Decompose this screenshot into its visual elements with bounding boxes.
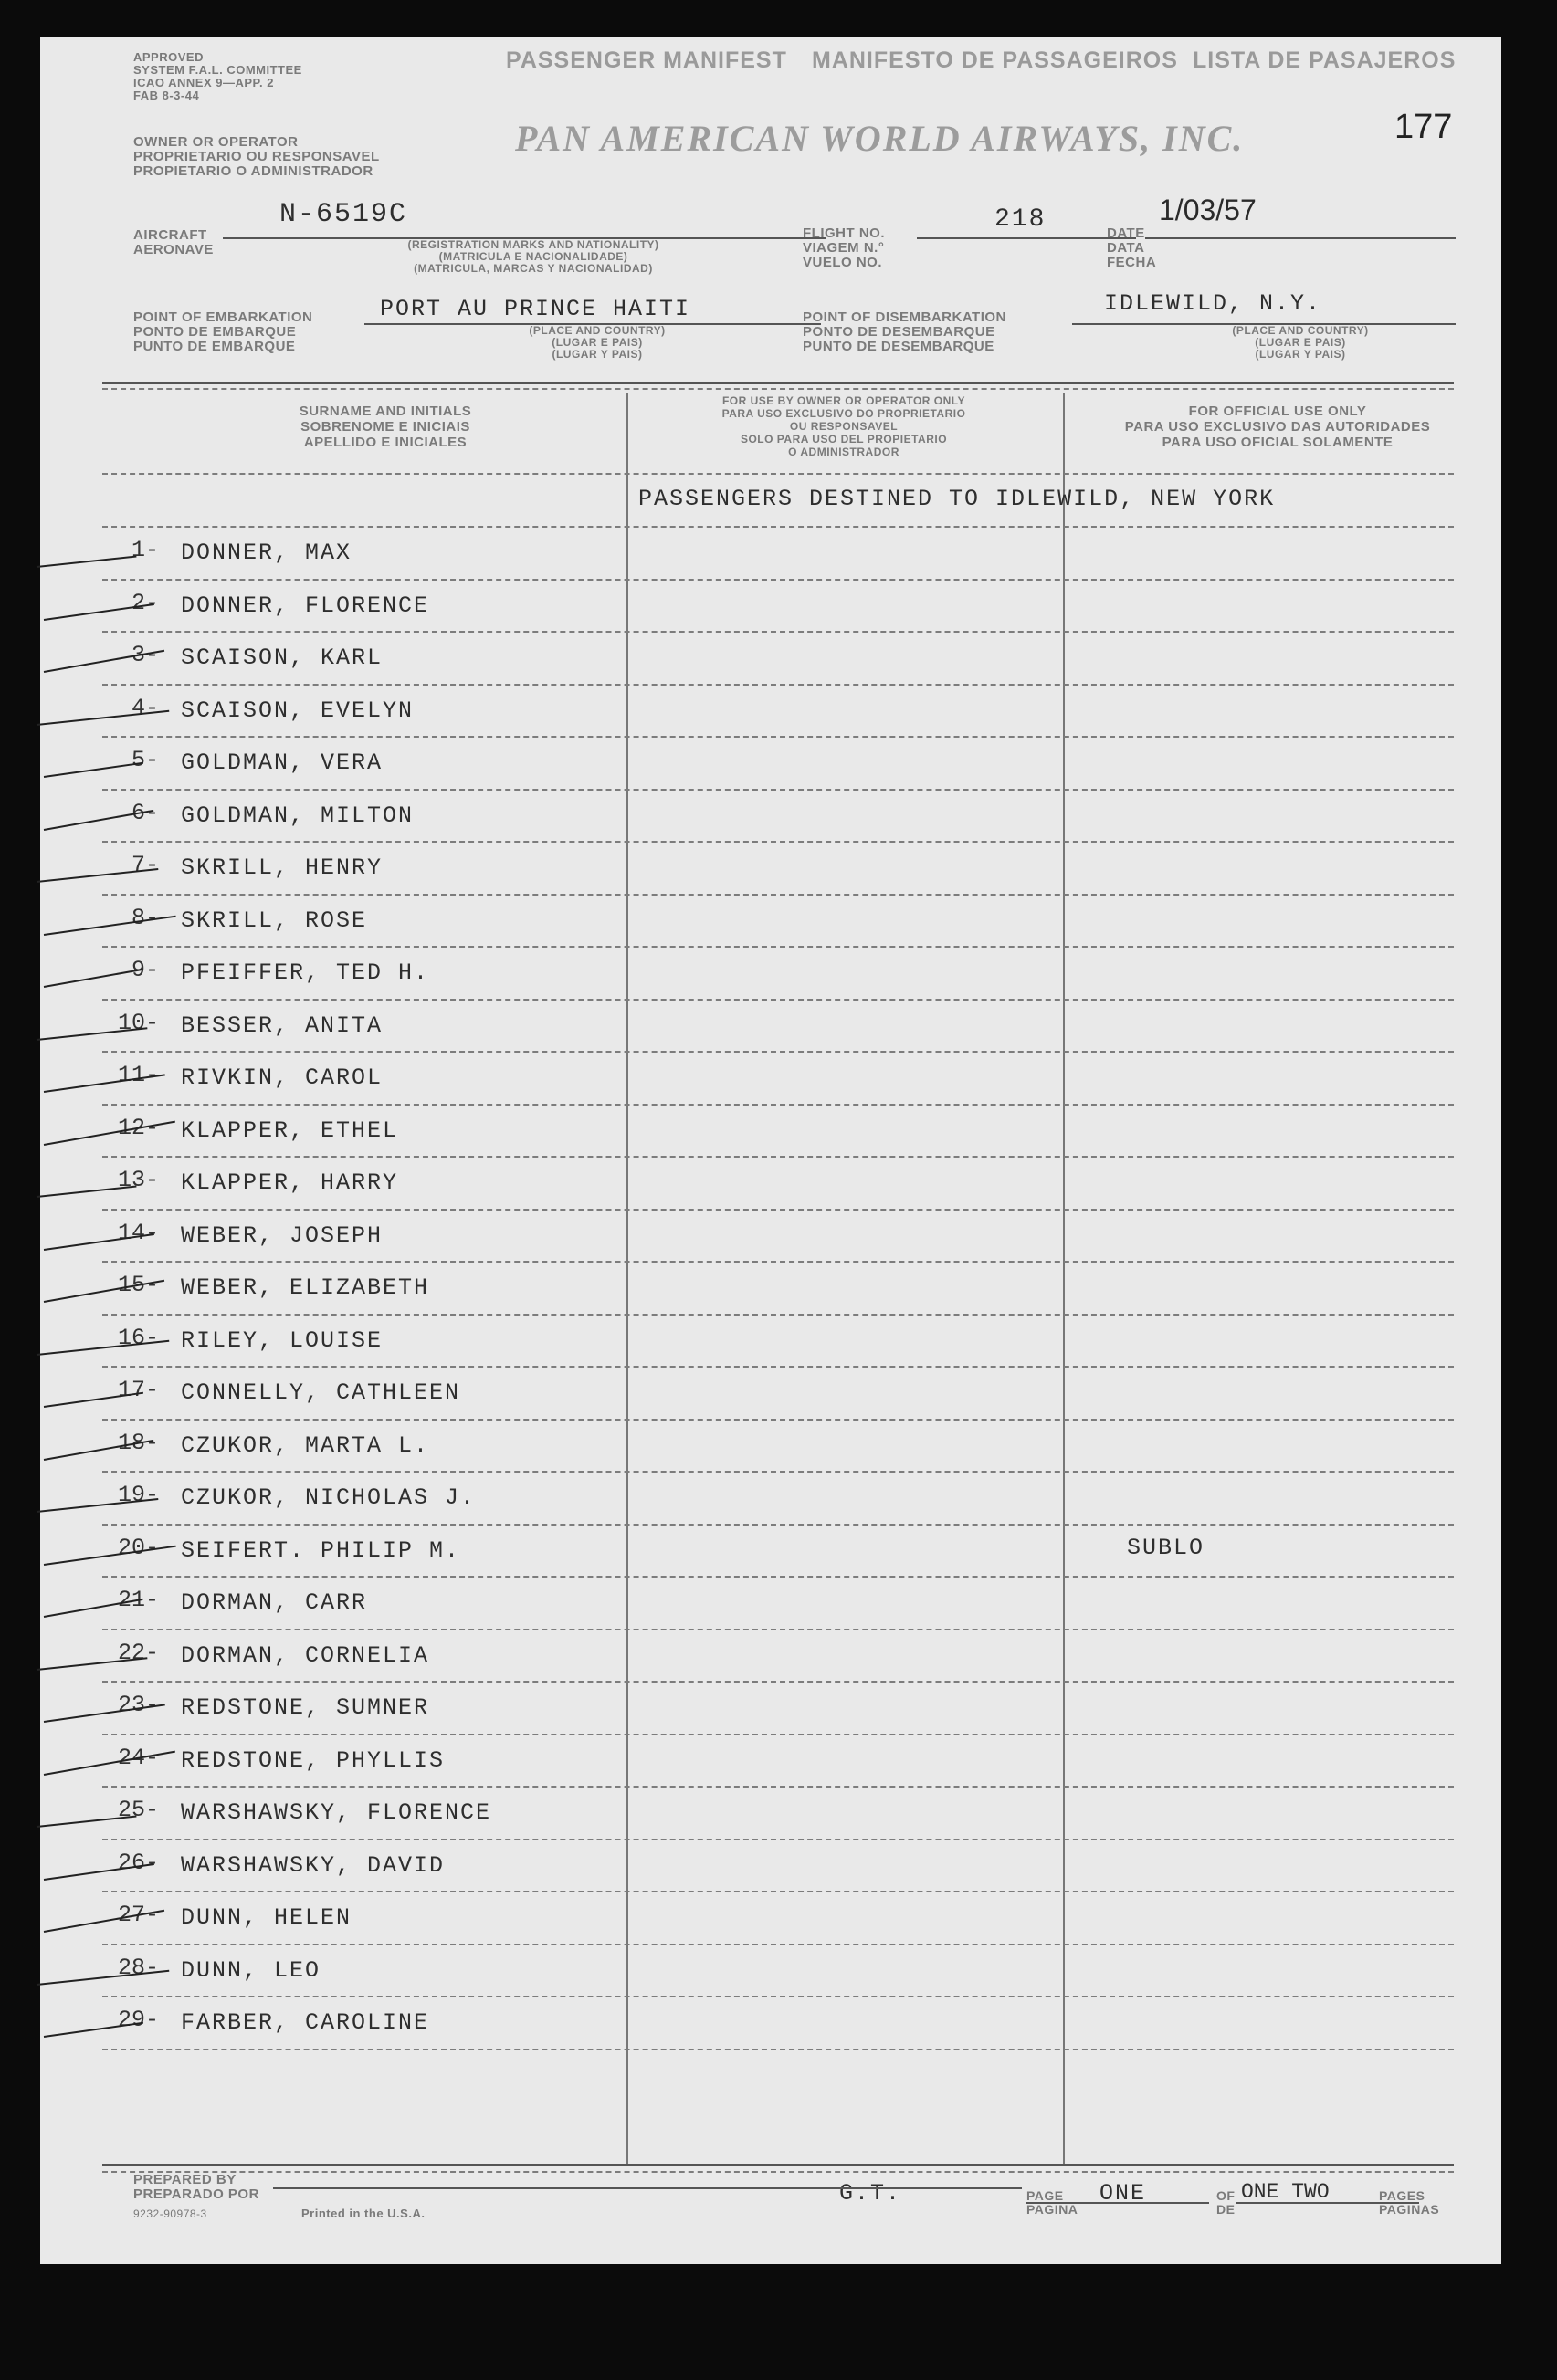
date-label: FECHA [1107, 255, 1157, 270]
flight-label: FLIGHT NO. [803, 225, 885, 241]
owner-label: OWNER OR OPERATOR [133, 134, 299, 150]
passenger-name: DUNN, LEO [181, 1956, 321, 1984]
table-bottom-rule-2 [102, 2171, 1454, 2173]
row-rule [102, 894, 1454, 896]
row-rule [102, 1576, 1454, 1578]
passenger-name: SEIFERT. PHILIP M. [181, 1536, 461, 1564]
passenger-name: KLAPPER, ETHEL [181, 1117, 399, 1144]
row-rule [102, 1734, 1454, 1735]
passenger-number: 26- [117, 1849, 159, 1876]
col-header-line: APELLIDO E INICIALES [303, 435, 468, 450]
disembarkation-value: IDLEWILD, N.Y. [1104, 290, 1322, 317]
header-rule [102, 473, 1454, 475]
embarkation-label: PONTO DE EMBARQUE [133, 324, 297, 340]
prepared-line [273, 2187, 1022, 2189]
row-rule [102, 1209, 1454, 1211]
of-value: ONE TWO [1241, 2180, 1330, 2204]
passenger-number: 17- [117, 1377, 159, 1403]
flight-label: VIAGEM N.° [803, 240, 885, 256]
embarkation-sublabel: (LUGAR E PAIS) [552, 336, 643, 349]
row-rule [102, 1104, 1454, 1106]
row-rule [102, 1051, 1454, 1053]
aircraft-label: AERONAVE [133, 242, 214, 257]
col-header-official [1063, 404, 1492, 450]
passenger-name: CONNELLY, CATHLEEN [181, 1379, 461, 1406]
date-labels [1107, 226, 1156, 270]
title-en: PASSENGER MANIFEST [506, 47, 787, 73]
passenger-name: DONNER, FLORENCE [181, 592, 430, 619]
passenger-name: CZUKOR, NICHOLAS J. [181, 1484, 477, 1511]
passenger-number: 15- [117, 1272, 159, 1298]
disembarkation-label: PUNTO DE DESEMBARQUE [803, 339, 994, 354]
airline-name: PAN AMERICAN WORLD AIRWAYS, INC. [515, 118, 1245, 159]
passenger-name: DONNER, MAX [181, 540, 352, 566]
approval-line: SYSTEM F.A.L. COMMITTEE [133, 63, 302, 77]
table-top-rule-2 [102, 388, 1454, 390]
passenger-number: 20- [117, 1534, 159, 1561]
prepared-value: G.T. [839, 2180, 902, 2207]
row-rule [102, 789, 1454, 791]
table-bottom-rule [102, 2164, 1454, 2166]
row-rule [102, 579, 1454, 581]
passenger-number: 16- [117, 1324, 159, 1351]
passenger-name: RIVKIN, CAROL [181, 1064, 384, 1091]
aircraft-label: AIRCRAFT [133, 227, 207, 243]
passenger-number: 2- [131, 589, 159, 616]
row-rule [102, 1524, 1454, 1526]
prepared-labels [133, 2173, 259, 2202]
printed-note: Printed in the U.S.A. [301, 2207, 426, 2220]
passenger-name: DORMAN, CARR [181, 1589, 368, 1616]
prepared-label: PREPARED BY [133, 2172, 237, 2187]
row-rule [102, 1839, 1454, 1840]
page-line [1026, 2202, 1209, 2204]
row-rule [102, 1419, 1454, 1421]
embarkation-sublabel: (PLACE AND COUNTRY) [529, 324, 666, 337]
embarkation-sublabels [460, 325, 734, 361]
col-header-line: SOLO PARA USO DEL PROPIETARIO [740, 433, 948, 446]
passenger-number: 23- [117, 1692, 159, 1718]
passenger-name: SKRILL, HENRY [181, 854, 384, 881]
passenger-number: 7- [131, 852, 159, 878]
passenger-name: GOLDMAN, VERA [181, 750, 384, 776]
col-header-line: OU RESPONSAVEL [789, 420, 899, 433]
passenger-name: PFEIFFER, TED H. [181, 959, 430, 986]
approval-block [133, 51, 302, 102]
aircraft-value: N-6519C [279, 199, 408, 230]
passenger-name: DORMAN, CORNELIA [181, 1641, 430, 1669]
row-rule [102, 1786, 1454, 1788]
passenger-name: WARSHAWSKY, FLORENCE [181, 1799, 492, 1826]
pages-label: PAGES [1379, 2188, 1425, 2203]
of-label: OF [1216, 2188, 1236, 2203]
row-rule [102, 999, 1454, 1001]
passenger-number: 11- [117, 1062, 159, 1088]
disembarkation-sublabels [1163, 325, 1437, 361]
title-es: LISTA DE PASAJEROS [1193, 47, 1457, 73]
page-label: PAGINA [1026, 2202, 1078, 2217]
passenger-name: WEBER, ELIZABETH [181, 1274, 430, 1301]
aircraft-sublabel: (MATRICULA, MARCAS Y NACIONALIDAD) [414, 262, 653, 275]
passenger-number: 25- [117, 1797, 159, 1823]
row-rule [102, 1944, 1454, 1945]
row-rule [102, 1891, 1454, 1892]
passenger-number: 28- [117, 1954, 159, 1981]
passenger-name: RILEY, LOUISE [181, 1326, 384, 1354]
row-rule [102, 736, 1454, 738]
passenger-name: REDSTONE, SUMNER [181, 1694, 430, 1721]
date-line [1145, 237, 1456, 239]
col-header-line: PARA USO EXCLUSIVO DAS AUTORIDADES [1124, 419, 1431, 435]
passenger-name: SKRILL, ROSE [181, 907, 368, 934]
flight-labels [803, 226, 885, 270]
row-rule [102, 1629, 1454, 1630]
col-header-line: SURNAME AND INITIALS [299, 404, 472, 419]
passenger-number: 10- [117, 1009, 159, 1036]
approval-line: APPROVED [133, 50, 204, 64]
date-label: DATA [1107, 240, 1145, 256]
col-header-name [102, 404, 668, 450]
disembarkation-sublabel: (LUGAR E PAIS) [1255, 336, 1346, 349]
passenger-name: REDSTONE, PHYLLIS [181, 1746, 446, 1774]
embarkation-value: PORT AU PRINCE HAITI [380, 296, 691, 322]
passenger-name: SCAISON, EVELYN [181, 697, 415, 724]
flight-line [917, 237, 1136, 239]
disembarkation-sublabel: (PLACE AND COUNTRY) [1232, 324, 1369, 337]
disembarkation-sublabel: (LUGAR Y PAIS) [1255, 348, 1346, 361]
form-number: 9232-90978-3 [133, 2207, 207, 2220]
passenger-number: 29- [117, 2007, 159, 2033]
pages-label: PAGINAS [1379, 2202, 1440, 2217]
of-label: DE [1216, 2202, 1236, 2217]
page-mark: 177 [1394, 108, 1453, 146]
col-header-line: FOR USE BY OWNER OR OPERATOR ONLY [721, 394, 966, 407]
date-label: DATE [1107, 225, 1145, 241]
title-pt: MANIFESTO DE PASSAGEIROS [812, 47, 1178, 73]
disembarkation-label: PONTO DE DESEMBARQUE [803, 324, 995, 340]
row-rule [102, 1156, 1454, 1158]
passenger-number: 27- [117, 1902, 159, 1928]
passenger-name: DUNN, HELEN [181, 1904, 352, 1931]
embarkation-sublabel: (LUGAR Y PAIS) [552, 348, 643, 361]
flight-value: 218 [994, 205, 1047, 234]
aircraft-sublabels [314, 239, 752, 275]
approval-line: FAB 8-3-44 [133, 89, 200, 102]
table-top-rule [102, 382, 1454, 384]
aircraft-sublabel: (MATRICULA E NACIONALIDADE) [438, 250, 628, 263]
passenger-name: FARBER, CAROLINE [181, 2009, 430, 2036]
aircraft-labels [133, 228, 214, 257]
passenger-number: 13- [117, 1167, 159, 1193]
disembarkation-label: POINT OF DISEMBARKATION [803, 309, 1006, 325]
passenger-number: 3- [131, 642, 159, 668]
prepared-label: PREPARADO POR [133, 2186, 259, 2202]
col-header-line: O ADMINISTRADOR [788, 446, 899, 458]
page-value: ONE [1099, 2180, 1147, 2207]
col-divider-2 [1063, 393, 1065, 2164]
flight-date: 1/03/57 [1159, 194, 1257, 226]
passenger-name: BESSER, ANITA [181, 1012, 384, 1039]
row-rule [102, 841, 1454, 843]
row-rule [102, 1366, 1454, 1368]
row-rule [102, 1261, 1454, 1263]
embarkation-label: POINT OF EMBARKATION [133, 309, 313, 325]
row-rule [102, 2049, 1454, 2050]
passenger-number: 19- [117, 1482, 159, 1508]
destination-note: PASSENGERS DESTINED TO IDLEWILD, NEW YORK [638, 486, 1276, 512]
col-header-line: PARA USO EXCLUSIVO DO PROPRIETARIO [721, 407, 966, 420]
passenger-number: 18- [117, 1429, 159, 1456]
row-rule [102, 1996, 1454, 1997]
embarkation-label: PUNTO DE EMBARQUE [133, 339, 296, 354]
passenger-number: 4- [131, 694, 159, 721]
aircraft-sublabel: (REGISTRATION MARKS AND NATIONALITY) [407, 238, 659, 251]
passenger-name: WARSHAWSKY, DAVID [181, 1851, 446, 1879]
owner-label: PROPRIETARIO OU RESPONSAVEL [133, 149, 380, 164]
passenger-number: 8- [131, 904, 159, 931]
disembarkation-labels [803, 310, 1006, 354]
row-rule [102, 631, 1454, 633]
owner-labels [133, 135, 380, 179]
row-rule [102, 526, 1454, 528]
passenger-number: 5- [131, 747, 159, 773]
pages-labels [1379, 2189, 1439, 2217]
passenger-number: 1- [131, 537, 159, 563]
col-header-owner [629, 394, 1058, 458]
passenger-number: 22- [117, 1639, 159, 1666]
passenger-official-note: SUBLO [1127, 1534, 1205, 1561]
passenger-name: KLAPPER, HARRY [181, 1169, 399, 1196]
embarkation-labels [133, 310, 312, 354]
passenger-number: 14- [117, 1219, 159, 1246]
passenger-name: WEBER, JOSEPH [181, 1221, 384, 1249]
passenger-name: CZUKOR, MARTA L. [181, 1431, 430, 1459]
row-rule [102, 1681, 1454, 1683]
of-labels [1216, 2189, 1235, 2217]
passenger-name: SCAISON, KARL [181, 645, 384, 671]
col-header-line: PARA USO OFICIAL SOLAMENTE [1162, 435, 1394, 450]
row-rule [102, 684, 1454, 686]
passenger-number: 24- [117, 1744, 159, 1771]
col-header-line: SOBRENOME E INICIAIS [300, 419, 470, 435]
passenger-number: 12- [117, 1114, 159, 1141]
manifest-sheet [40, 37, 1501, 2264]
passenger-name: GOLDMAN, MILTON [181, 802, 415, 829]
owner-label: PROPIETARIO O ADMINISTRADOR [133, 163, 373, 179]
passenger-number: 9- [131, 957, 159, 983]
approval-line: ICAO ANNEX 9—APP. 2 [133, 76, 274, 89]
col-header-line: FOR OFFICIAL USE ONLY [1188, 404, 1367, 419]
flight-label: VUELO NO. [803, 255, 883, 270]
page-label: PAGE [1026, 2188, 1064, 2203]
passenger-number: 21- [117, 1587, 159, 1613]
row-rule [102, 1471, 1454, 1473]
row-rule [102, 946, 1454, 948]
col-divider-1 [626, 393, 628, 2164]
row-rule [102, 1314, 1454, 1316]
passenger-number: 6- [131, 799, 159, 826]
